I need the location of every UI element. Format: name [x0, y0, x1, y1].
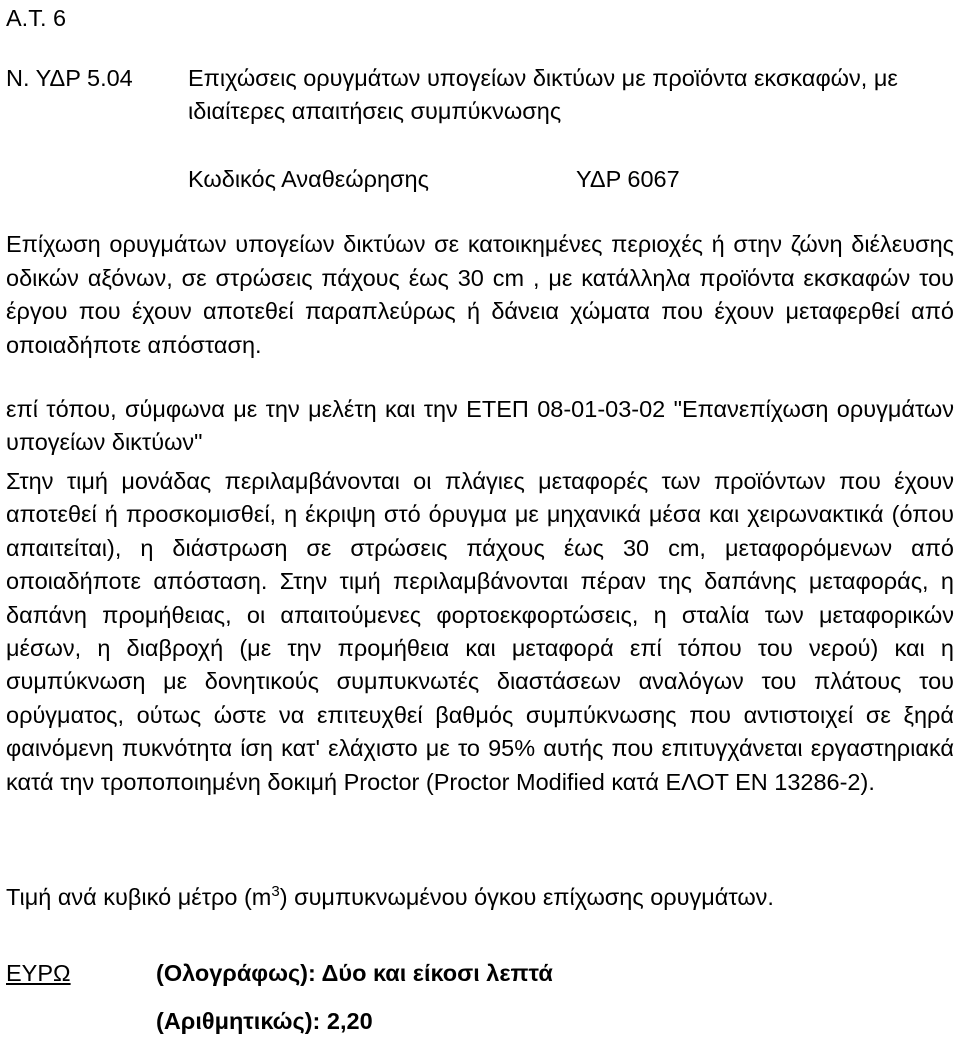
- item-title: Επιχώσεις ορυγμάτων υπογείων δικτύων με προϊόντα εκσκαφών, με ιδιαίτερες απαιτήσεις συμπύκνωσης: [188, 65, 898, 124]
- price-digits-value: 2,20: [326, 1008, 373, 1034]
- currency-label: ΕΥΡΩ: [6, 960, 71, 986]
- description-reference: επί τόπου, σύμφωνα με την μελέτη και την ΕΤΕΠ 08-01-03-02 "Επανεπίχωση ορυγμάτων υπογείων δικτύων": [6, 396, 954, 455]
- article-number: Α.Τ. 6: [6, 5, 67, 31]
- price-words-value: Δύο και είκοσι λεπτά: [321, 960, 553, 986]
- item-code: Ν. ΥΔΡ 5.04: [6, 65, 133, 91]
- revision-code: ΥΔΡ 6067: [576, 166, 680, 192]
- description-body: Στην τιμή μονάδας περιλαμβάνονται οι πλάγιες μεταφορές των προϊόντων που έχουν αποτεθεί ή προσκομισθεί, η έκριψη στό όρυγμα με μηχανικά μέσα και χειρωνακτικά (όπου απαιτείται), η διάστρωση σε στρώσεις πάχους έως 30 cm, μεταφορόμενων από οποιαδήποτε απόσταση. Στην τιμή περιλαμβάνονται πέραν της δαπάνης μεταφοράς, η δαπάνη προμήθειας, οι απαιτούμενες φορτοεκφορτώσεις, η σταλία των μεταφορικών μέσων, η διαβροχή (με την προμήθεια και μεταφορά επί τόπου του νερού) και η συμπύκνωση με δονητικούς συμπυκνωτές διαστάσεων αναλόγων του πλάτους του ορύγματος, ούτως ώστε να επιτευχθεί βαθμός συμπύκνωσης που αντιστοιχεί σε ξηρά φαινόμενη πυκνότητα ίση κατ' ελάχιστο με το 95% αυτής που επιτυγχάνεται εργαστηριακά κατά την τροποποιημένη δοκιμή Proctor (Proctor Modified κατά ΕΛΟΤ ΕΝ 13286-2).: [6, 468, 954, 795]
- price-in-words: [156, 957, 553, 989]
- price-digits-label: (Αριθμητικώς):: [156, 1008, 321, 1034]
- description-summary: Επίχωση ορυγμάτων υπογείων δικτύων σε κατοικημένες περιοχές ή στην ζώνη διέλευσης οδικών αξόνων, σε στρώσεις πάχους έως 30 cm , με κατάλληλα προϊόντα εκσκαφών του έργου που έχουν αποτεθεί παραπλεύρως ή δάνεια χώματα που έχουν μεταφερθεί από οποιαδήποτε απόσταση.: [6, 231, 954, 358]
- price-words-label: (Ολογράφως):: [156, 960, 316, 986]
- revision-row: [188, 163, 680, 195]
- price-in-digits: [156, 1005, 373, 1037]
- unit-price-exponent: 3: [271, 883, 280, 900]
- unit-price-suffix: ) συμπυκνωμένου όγκου επίχωσης ορυγμάτων.: [279, 884, 774, 910]
- revision-label: Κωδικός Αναθεώρησης: [188, 166, 429, 192]
- unit-price-prefix: Τιμή ανά κυβικό μέτρο (m: [6, 884, 272, 910]
- unit-price-line: [6, 880, 774, 914]
